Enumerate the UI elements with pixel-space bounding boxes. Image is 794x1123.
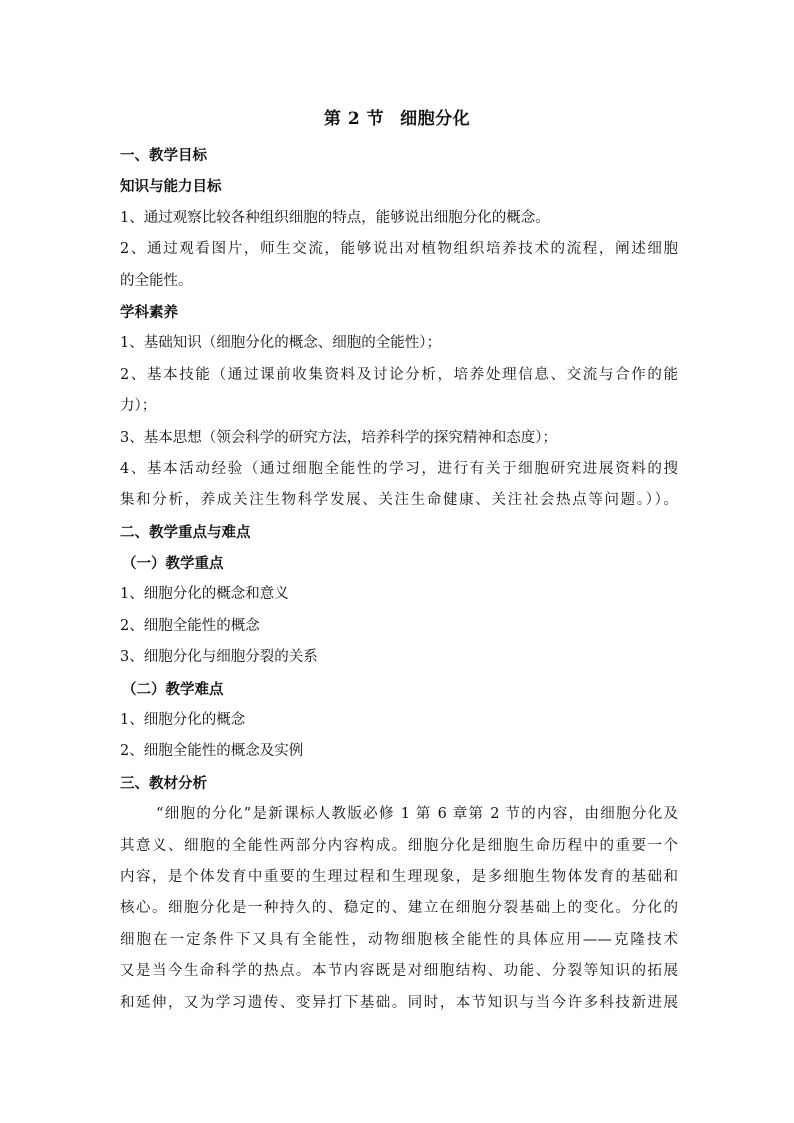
paragraph-line: 和延伸，又为学习遗传、变异打下基础。同时，本节知识与当今许多科技新进展 [120, 994, 678, 1011]
text-line: 3、基本思想（领会科学的研究方法，培养科学的探究精神和态度）； [120, 429, 557, 446]
heading-textbook-analysis: 三、教材分析 [120, 774, 207, 792]
subheading-knowledge-ability: 知识与能力目标 [120, 178, 222, 196]
text-line: 1、细胞分化的概念 [120, 712, 246, 729]
heading-teaching-goals: 一、教学目标 [120, 147, 207, 164]
section-number: 第 2 节 [323, 109, 385, 129]
document-body [120, 140, 678, 1019]
text-line: 4、基本活动经验（通过细胞全能性的学习，进行有关于细胞研究进展资料的搜 [120, 460, 678, 477]
paragraph-line: 内容，是个体发育中重要的生理过程和生理现象，是多细胞生物体发育的基础和 [120, 868, 678, 885]
text-line: 2、细胞全能性的概念及实例 [120, 743, 304, 760]
section-title: 细胞分化 [400, 109, 471, 129]
subheading-difficult-points: （二）教学难点 [122, 680, 224, 698]
paragraph-line: 又是当今生命科学的热点。本节内容既是对细胞结构、功能、分裂等知识的拓展 [120, 963, 678, 980]
text-line: 2、基本技能（通过课前收集资料及讨论分析，培养处理信息、交流与合作的能 [120, 366, 678, 383]
subheading-key-points: （一）教学重点 [122, 555, 224, 573]
paragraph-line: 核心。细胞分化是一种持久的、稳定的、建立在细胞分裂基础上的变化。分化的 [120, 900, 678, 917]
paragraph-line: 细胞在一定条件下又具有全能性，动物细胞核全能性的具体应用——克隆技术 [120, 931, 678, 948]
text-line: 1、通过观察比较各种组织细胞的特点，能够说出细胞分化的概念。 [120, 209, 550, 226]
text-line: 1、基础知识（细胞分化的概念、细胞的全能性）； [120, 335, 441, 352]
text-line: 2、通过观看图片，师生交流，能够说出对植物组织培养技术的流程，阐述细胞 [120, 241, 678, 258]
heading-key-difficult-points: 二、教学重点与难点 [120, 523, 251, 541]
subheading-discipline-literacy: 学科素养 [120, 303, 178, 321]
text-line: 1、细胞分化的概念和意义 [120, 586, 289, 603]
text-line: 力）； [120, 398, 157, 415]
text-line: 2、细胞全能性的概念 [120, 617, 260, 634]
page-title [0, 104, 794, 129]
paragraph-line: 其意义、细胞的全能性两部分内容构成。细胞分化是细胞生命历程中的重要一个 [120, 837, 678, 854]
paragraph-line: “细胞的分化”是新课标人教版必修 1 第 6 章第 2 节的内容，由细胞分化及 [156, 806, 678, 823]
text-line: 的全能性。 [120, 272, 193, 289]
text-line: 3、细胞分化与细胞分裂的关系 [120, 649, 318, 666]
text-line: 集和分析，养成关注生物科学发展、关注生命健康、关注社会热点等问题。））。 [120, 492, 678, 509]
